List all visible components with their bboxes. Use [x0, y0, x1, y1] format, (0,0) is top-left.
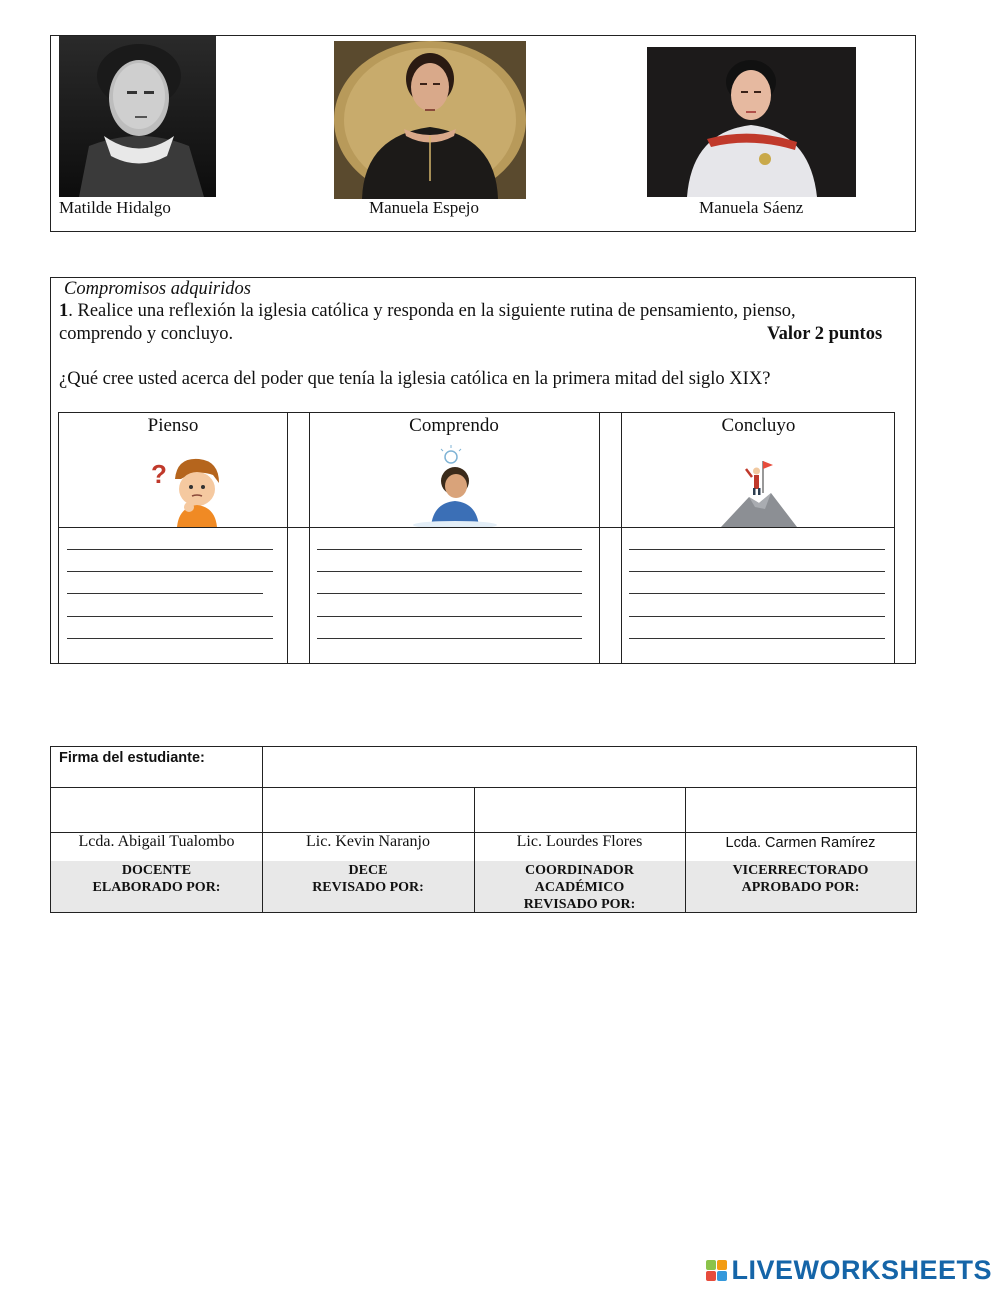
question-line-2: comprendo y concluyo. [59, 324, 234, 344]
role-line: VICERRECTORADO [732, 863, 869, 878]
column-header-pienso: Pienso [147, 415, 199, 436]
logo-block [706, 1271, 716, 1281]
column-header-comprendo: Comprendo [409, 415, 499, 436]
name-vicerrectorado: Lcda. Carmen Ramírez [725, 835, 876, 851]
answer-line[interactable] [67, 616, 273, 617]
question-text-1: . Realice una reflexión la iglesia católica y responda en la siguiente rutina de pensamiento, pienso, [68, 301, 796, 321]
answer-line[interactable] [317, 549, 582, 550]
student-signature-label: Firma del estudiante: [59, 750, 205, 766]
answer-line[interactable] [67, 549, 273, 550]
signature-field-coordinador[interactable] [475, 788, 684, 831]
portrait-image-matilde-hidalgo [59, 36, 216, 197]
commitments-heading: Compromisos adquiridos [64, 279, 251, 299]
answer-line[interactable] [629, 638, 885, 639]
table-divider [599, 413, 600, 663]
answer-line[interactable] [317, 616, 582, 617]
answer-line[interactable] [317, 638, 582, 639]
logo-block [717, 1260, 727, 1270]
portrait-panel [50, 35, 916, 232]
role-vicerrectorado [685, 862, 916, 896]
mountain-flag-icon [719, 457, 799, 532]
role-line: REVISADO POR: [312, 880, 424, 895]
name-docente: Lcda. Abigail Tualombo [78, 833, 235, 850]
idea-child-icon [405, 443, 505, 532]
answer-line[interactable] [629, 549, 885, 550]
table-divider [287, 413, 288, 663]
answer-line[interactable] [317, 593, 582, 594]
signature-table [50, 746, 917, 913]
question-line-1 [59, 301, 796, 322]
student-signature-field[interactable] [263, 748, 915, 786]
reflection-question: ¿Qué cree usted acerca del poder que tenía la iglesia católica en la primera mitad del siglo XIX? [59, 369, 771, 389]
portrait-caption-manuela-saenz: Manuela Sáenz [699, 198, 804, 217]
points-value: Valor 2 puntos [767, 324, 883, 344]
signature-field-docente[interactable] [52, 788, 261, 831]
column-header-concluyo: Concluyo [721, 415, 796, 436]
role-line: DOCENTE [121, 863, 192, 878]
thinking-routine-table [58, 412, 895, 664]
table-divider [621, 413, 622, 663]
role-line: ACADÉMICO [534, 880, 625, 895]
portrait-image-manuela-espejo [334, 41, 526, 199]
portrait-caption-matilde-hidalgo: Matilde Hidalgo [59, 198, 171, 217]
logo-block [706, 1260, 716, 1270]
role-line: ELABORADO POR: [92, 880, 221, 895]
role-line: APROBADO POR: [741, 880, 860, 895]
answer-line[interactable] [67, 593, 263, 594]
role-docente [51, 862, 262, 896]
answer-line[interactable] [317, 571, 582, 572]
portrait-caption-manuela-espejo: Manuela Espejo [369, 198, 479, 217]
role-line: REVISADO POR: [523, 897, 636, 912]
question-number: 1 [59, 301, 69, 321]
answer-line[interactable] [629, 616, 885, 617]
role-line: DECE [348, 863, 388, 878]
thinking-boy-icon [147, 449, 227, 532]
portrait-image-manuela-saenz [647, 47, 856, 197]
logo-block [717, 1271, 727, 1281]
logo-text: LIVEWORKSHEETS [731, 1255, 992, 1285]
logo-blocks-icon [706, 1260, 727, 1281]
liveworksheets-logo[interactable] [706, 1255, 992, 1286]
table-divider [309, 413, 310, 663]
role-line: COORDINADOR [525, 863, 634, 878]
signature-field-vicerrectorado[interactable] [686, 788, 916, 831]
name-coordinador: Lic. Lourdes Flores [516, 833, 643, 850]
answer-line[interactable] [629, 593, 885, 594]
svg-text:?: ? [151, 459, 167, 489]
answer-line[interactable] [67, 638, 273, 639]
name-dece: Lic. Kevin Naranjo [306, 833, 430, 850]
role-dece [262, 862, 474, 896]
answer-line[interactable] [629, 571, 885, 572]
answer-line[interactable] [67, 571, 273, 572]
signature-field-dece[interactable] [263, 788, 473, 831]
role-coordinador [474, 862, 685, 913]
